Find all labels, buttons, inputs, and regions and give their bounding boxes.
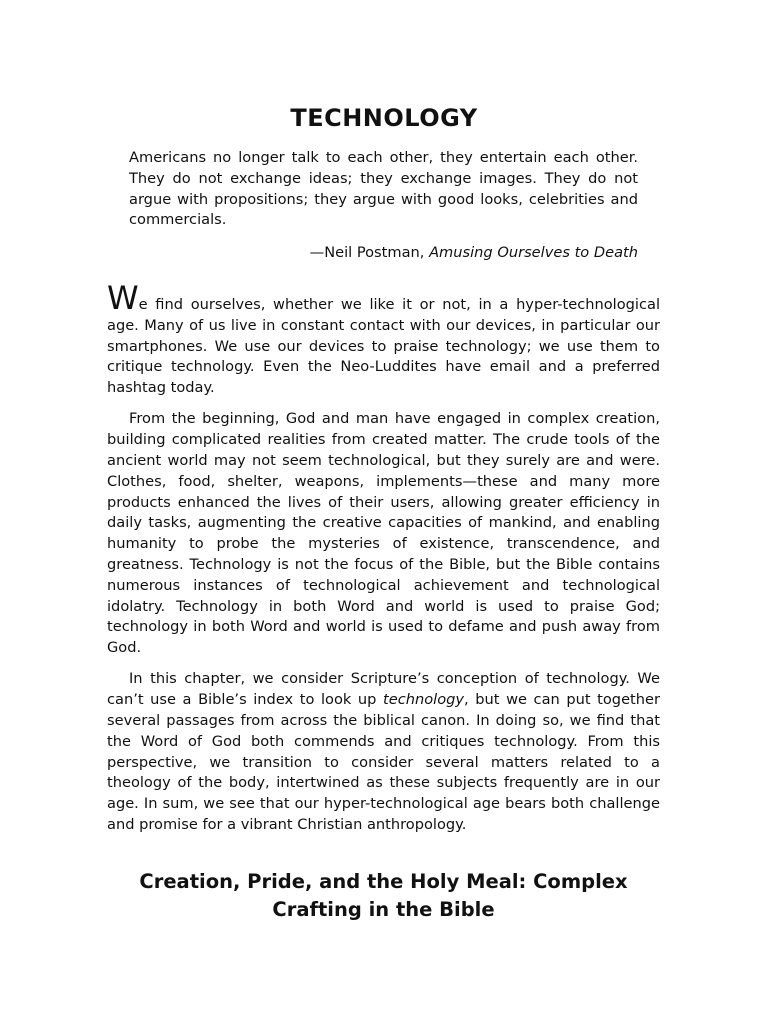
paragraph-3-text-end: , but we can put together several passages from across the biblical canon. In doing so, we find that the Word of God both commends and critiques technology. From this perspective, we transition to consider several matters related to a theology of the body, intertwined as these subjects frequently are in our age. In sum, we see that our hyper-technological age bears both challenge and promise for a vibrant Christian anthropology. [107, 691, 660, 833]
epigraph-author: —Neil Postman, [309, 244, 430, 262]
section-heading: Creation, Pride, and the Holy Meal: Complex Crafting in the Bible [139, 870, 628, 921]
paragraph-3 [107, 669, 660, 835]
epigraph [129, 148, 638, 264]
epigraph-attribution [129, 243, 638, 264]
paragraph-3-text-start: In this chapter, we consider Scripture’s conception of technology. We can’t use a Bible’s index to look up [107, 670, 660, 709]
chapter-title: TECHNOLOGY [290, 104, 478, 132]
paragraph-1 [107, 279, 660, 399]
epigraph-quote: Americans no longer talk to each other, they entertain each other. They do not exchange ideas; they exchange images. They do not argue with propositions; they argue with good looks, celebrities and commercials. [129, 149, 638, 229]
drop-cap: W [107, 279, 139, 317]
epigraph-work-title: Amusing Ourselves to Death [429, 244, 638, 262]
paragraph-2: From the beginning, God and man have engaged in complex creation, building complicated realities from created matter. The crude tools of the ancient world may not seem technological, but they surely are and were. Clothes, food, shelter, weapons, implements—these and many more products enhanced the lives of their users, allowing greater efficiency in daily tasks, augmenting the creative capacities of mankind, and enabling humanity to probe the mysteries of existence, transcendence, and greatness. Technology is not the focus of the Bible, but the Bible contains numerous instances of technological achievement and technological idolatry. Technology in both Word and world is used to praise God; technology in both Word and world is used to defame and push away from God. [107, 410, 660, 657]
paragraph-1-text: e find ourselves, whether we like it or not, in a hyper-technological age. Many of us live in constant contact with our devices, in particular our smartphones. We use our devices to praise technology; we use them to critique technology. Even the Neo-Luddites have email and a preferred hashtag today. [107, 296, 660, 397]
chapter-body [107, 279, 660, 836]
paragraph-3-emphasis: technology [383, 691, 465, 709]
